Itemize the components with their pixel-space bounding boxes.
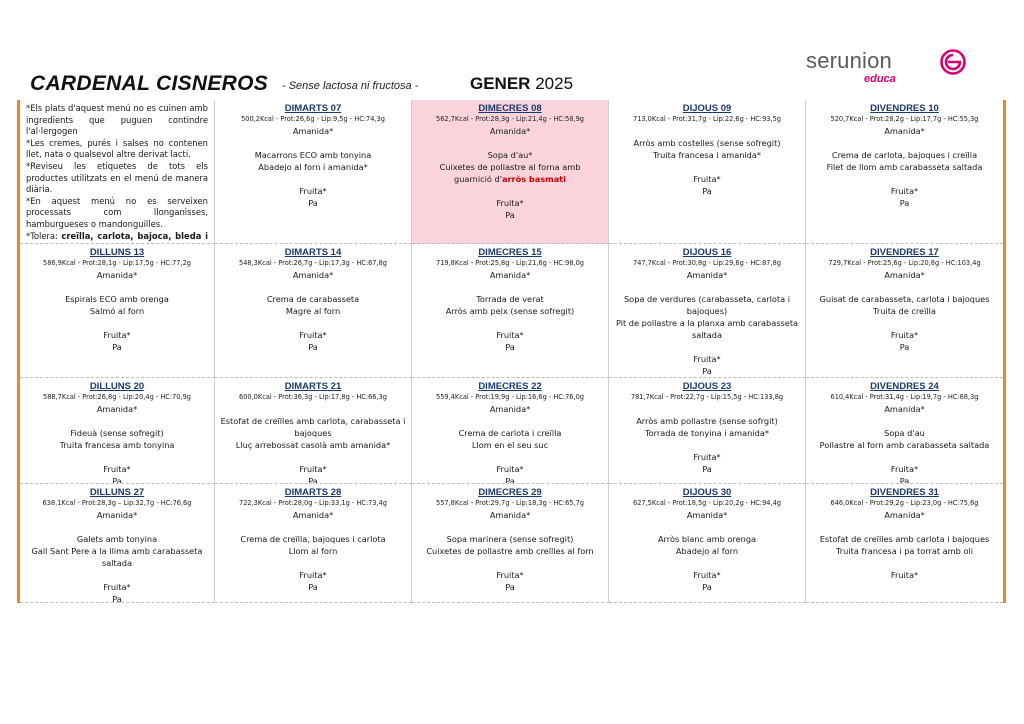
menu-line: Arròs amb costelles (sense sofregit) xyxy=(633,138,781,148)
menu-line: Arròs blanc amb orenga xyxy=(657,534,757,544)
day-title: DIJOUS 30 xyxy=(682,487,732,498)
day-title: DILLUNS 20 xyxy=(89,381,145,392)
spacer xyxy=(609,439,805,451)
spacer xyxy=(609,521,805,533)
nutrition-info: 520,7Kcal - Prot:28,2g - Lip:17,7g - HC:55,3g xyxy=(830,115,979,123)
day-cell xyxy=(20,244,215,378)
logo-swirl-icon xyxy=(940,49,966,75)
menu-line: Abadejo al forn i amanida* xyxy=(258,162,368,172)
menu-line: Magre al forn xyxy=(285,306,341,316)
menu-line: Amanida* xyxy=(292,510,334,520)
note-tolerates-prefix: *Tolera: xyxy=(26,230,62,241)
day-title: DIMARTS 14 xyxy=(284,247,342,258)
day-title: DIMARTS 28 xyxy=(284,487,342,498)
menu-line: Galets amb tonyina xyxy=(76,534,158,544)
spacer xyxy=(412,281,608,293)
nutrition-info: 713,0Kcal - Prot:31,7g - Lip:22,6g - HC:93,5g xyxy=(633,115,781,123)
spacer xyxy=(20,451,214,463)
nutrition-info: 627,5Kcal - Prot:18,5g - Lip:20,2g - HC:94,4g xyxy=(633,499,781,507)
menu-line: Pollastre al forn amb carabasseta saltada xyxy=(819,440,990,450)
spacer xyxy=(609,403,805,415)
day-title: DIMECRES 08 xyxy=(478,103,542,114)
day-title: DIMARTS 07 xyxy=(284,103,342,114)
menu-line: Fruita* xyxy=(693,354,721,364)
day-cell xyxy=(412,378,609,484)
menu-line: Pa xyxy=(505,582,515,592)
year-label: 2025 xyxy=(535,74,574,93)
menu-line: Pa xyxy=(112,594,122,603)
day-cell xyxy=(215,484,412,603)
spacer xyxy=(806,415,1003,427)
day-title: DIMARTS 21 xyxy=(284,381,342,392)
note-dairy: *Les cremes, purés i salses no contenen llet, nata o qualsevol altre derivat lacti. xyxy=(26,137,208,160)
day-title: DIVENDRES 10 xyxy=(870,103,939,114)
menu-line: Pa xyxy=(899,476,910,484)
menu-line: Crema de carlota, bajoques i creïlla xyxy=(831,150,978,160)
note-processed: *En aquest menú no es serveixen processats com llonganisses, hamburgueses o mandonguilles. xyxy=(26,195,208,229)
menu-line: Sopa de verdures (carabasseta, carlota i xyxy=(623,294,791,304)
menu-line: Pa xyxy=(112,342,122,352)
menu-line: Fruita* xyxy=(496,330,524,340)
menu-line: Arròs amb peix (sense sofregit) xyxy=(445,306,575,316)
menu-line: Pa xyxy=(308,342,318,352)
menu-line xyxy=(412,173,608,185)
nutrition-info: 729,7Kcal - Prot:25,6g - Lip:20,8g - HC:103,4g xyxy=(828,259,981,267)
spacer xyxy=(806,317,1003,329)
menu-line: Fruita* xyxy=(890,186,919,196)
day-cell xyxy=(806,484,1003,603)
menu-line: Pa xyxy=(308,476,318,484)
nutrition-info: 588,7Kcal - Prot:26,8g - Lip:20,4g - HC:70,9g xyxy=(43,393,191,401)
menu-line: Amanida* xyxy=(292,270,334,280)
spacer xyxy=(412,185,608,197)
highlighted-dish: arròs basmati xyxy=(501,174,566,184)
menu-line: Macarrons ECO amb tonyina xyxy=(254,150,372,160)
spacer xyxy=(215,173,411,185)
spacer xyxy=(609,557,805,569)
menu-line: saltada xyxy=(102,558,132,568)
spacer xyxy=(215,521,411,533)
menu-line: Truita francesa amb tonyina xyxy=(59,440,175,450)
spacer xyxy=(412,415,608,427)
menu-line: Fruita* xyxy=(496,198,524,208)
logo-subtext: educa xyxy=(864,73,896,85)
menu-notes xyxy=(20,100,215,244)
menu-line: Amanida* xyxy=(884,404,925,414)
page-header xyxy=(0,0,1024,100)
day-title: DIMECRES 15 xyxy=(478,247,542,258)
menu-line: Torrada de tonyina i amanida* xyxy=(645,428,769,438)
logo-text: serunion xyxy=(806,48,892,73)
day-cell xyxy=(806,100,1003,244)
nutrition-info: 719,8Kcal - Prot:25,8g - Lip:21,6g - HC:98,0g xyxy=(436,259,584,267)
nutrition-info: 586,9Kcal - Prot:28,1g - Lip:17,5g - HC:77,2g xyxy=(43,259,191,267)
spacer xyxy=(215,317,411,329)
menu-calendar-grid xyxy=(20,100,1003,603)
menu-line: Fruita* xyxy=(890,464,919,474)
menu-line: Pa xyxy=(702,366,712,376)
spacer xyxy=(609,161,805,173)
menu-line: Estofat de creïlles amb carlota i bajoques xyxy=(819,534,990,544)
day-title: DIMECRES 22 xyxy=(478,381,542,392)
menu-line: Pa xyxy=(899,342,910,352)
day-title: DIVENDRES 24 xyxy=(870,381,939,392)
day-title: DIVENDRES 17 xyxy=(870,247,939,258)
spacer xyxy=(215,557,411,569)
serunion-logo xyxy=(806,48,966,88)
menu-line: Pa xyxy=(112,476,122,484)
nutrition-info: 600,0Kcal - Prot:36,3g - Lip:17,8g - HC:66,3g xyxy=(239,393,387,401)
menu-line: Fruita* xyxy=(103,582,131,592)
menu-line: Pa xyxy=(505,210,515,220)
spacer xyxy=(412,557,608,569)
menu-line: Llom en el seu suc xyxy=(471,440,549,450)
spacer xyxy=(609,125,805,137)
menu-line: Fruita* xyxy=(693,452,721,462)
menu-line: bajoques) xyxy=(686,306,728,316)
menu-line: Gall Sant Pere a la llima amb carabasseta xyxy=(31,546,203,556)
day-cell xyxy=(215,378,412,484)
day-cell xyxy=(20,484,215,603)
menu-line: Filet de llom amb carabasseta saltada xyxy=(826,162,983,172)
menu-line: Amanida* xyxy=(96,270,138,280)
menu-line: Truita francesa i amanida* xyxy=(653,150,761,160)
menu-line: Fruita* xyxy=(103,330,131,340)
menu-line: Pa xyxy=(308,582,318,592)
menu-line: Amanida* xyxy=(884,126,925,136)
menu-line: Truita de creïlla xyxy=(873,306,936,316)
menu-line: Amanida* xyxy=(489,404,531,414)
menu-line: Abadejo al forn xyxy=(675,546,739,556)
note-allergen: *Els plats d'aquest menú no es cuinen amb ingredients que puguen contindre l'al·lergogen xyxy=(26,103,208,137)
diet-subtitle: - Sense lactosa ni fructosa - xyxy=(282,80,419,92)
nutrition-info: 646,0Kcal - Prot:29,2g - Lip:23,0g - HC:75,6g xyxy=(830,499,979,507)
day-cell xyxy=(215,244,412,378)
day-title: DIVENDRES 31 xyxy=(870,487,939,498)
spacer xyxy=(412,521,608,533)
note-tolerates xyxy=(26,231,208,244)
day-cell xyxy=(412,484,609,603)
menu-line: Fruita* xyxy=(693,570,721,580)
menu-line: Fruita* xyxy=(890,570,919,580)
month-year xyxy=(470,74,573,94)
menu-line: Fruita* xyxy=(890,330,919,340)
menu-line: Fruita* xyxy=(693,174,721,184)
month-label: GENER xyxy=(470,74,531,93)
day-cell xyxy=(806,378,1003,484)
spacer xyxy=(806,451,1003,463)
menu-line: Amanida* xyxy=(489,510,531,520)
note-tolerates-list: creïlla, carlota, bajoca, bleda i xyxy=(61,230,208,241)
menu-line: Amanida* xyxy=(884,510,925,520)
menu-line: Fruita* xyxy=(103,464,131,474)
school-name: CARDENAL CISNEROS xyxy=(30,72,269,95)
spacer xyxy=(20,281,214,293)
menu-line: Pa xyxy=(702,186,712,196)
menu-line: Fideuà (sense sofregit) xyxy=(70,428,164,438)
spacer xyxy=(20,415,214,427)
nutrition-info: 559,4Kcal - Prot:19,9g - Lip:16,6g - HC:76,0g xyxy=(436,393,584,401)
spacer xyxy=(806,173,1003,185)
nutrition-info: 781,7Kcal - Prot:22,7g - Lip:15,5g - HC:133,8g xyxy=(630,393,784,401)
menu-line: Arròs amb pollastre (sense sofrgit) xyxy=(636,416,778,426)
spacer xyxy=(806,557,1003,569)
day-title: DILLUNS 27 xyxy=(89,487,145,498)
menu-line: Amanida* xyxy=(292,126,334,136)
menu-line: Fruita* xyxy=(496,570,524,580)
menu-line: Salmó al forn xyxy=(89,306,145,316)
menu-line: Cuixetes de pollastre amb creïlles al forn xyxy=(426,546,594,556)
spacer xyxy=(806,137,1003,149)
day-title: DILLUNS 13 xyxy=(89,247,145,258)
menu-line: Amanida* xyxy=(489,270,531,280)
note-labels: *Reviseu les etiquetes de tots els productes utilitzats en el menú de manera diària. xyxy=(26,160,208,195)
menu-line: Crema de carabasseta xyxy=(266,294,360,304)
menu-line: Crema de creïlla, bajoques i carlota xyxy=(240,534,386,544)
day-cell xyxy=(609,100,806,244)
day-cell xyxy=(806,244,1003,378)
menu-line: Guisat de carabasseta, carlota i bajoques xyxy=(819,294,990,304)
nutrition-info: 562,7Kcal - Prot:28,3g - Lip:21,4g - HC:58,9g xyxy=(436,115,584,123)
nutrition-info: 722,3Kcal - Prot:28,0g - Lip:33,1g - HC:73,4g xyxy=(239,499,387,507)
menu-line: Sopa d'au* xyxy=(487,150,533,160)
menu-line: Espirals ECO amb orenga xyxy=(65,294,169,304)
spacer xyxy=(215,451,411,463)
day-cell-highlighted xyxy=(412,100,609,244)
spacer xyxy=(215,403,411,415)
menu-line: Amanida* xyxy=(884,270,925,280)
nutrition-info: 747,7Kcal - Prot:30,8g - Lip:29,6g - HC:87,8g xyxy=(633,259,781,267)
menu-line: Pa xyxy=(702,464,712,474)
nutrition-info: 548,3Kcal - Prot:26,7g - Lip:17,3g - HC:67,8g xyxy=(239,259,387,267)
day-title: DIJOUS 09 xyxy=(682,103,732,114)
day-cell xyxy=(20,378,215,484)
spacer xyxy=(609,281,805,293)
menu-line: Lluç arrebossat casolà amb amanida* xyxy=(235,440,391,450)
menu-line: Amanida* xyxy=(96,404,138,414)
menu-line: Pa xyxy=(505,342,515,352)
menu-line: saltada xyxy=(692,330,722,340)
spacer xyxy=(609,341,805,353)
menu-line: bajoques xyxy=(294,428,332,438)
menu-line: Fruita* xyxy=(299,464,327,474)
day-cell xyxy=(609,244,806,378)
spacer xyxy=(20,521,214,533)
day-title: DIMECRES 29 xyxy=(478,487,542,498)
menu-line: Amanida* xyxy=(96,510,138,520)
garnish-prefix: guarnició d' xyxy=(454,174,502,184)
day-title: DIJOUS 16 xyxy=(682,247,732,258)
nutrition-info: 610,4Kcal - Prot:31,4g - Lip:19,7g - HC:68,3g xyxy=(830,393,979,401)
menu-line: Sopa d'au xyxy=(884,428,925,438)
menu-line: Llom al forn xyxy=(288,546,338,556)
nutrition-info: 500,2Kcal - Prot:26,6g - Lip:9,5g - HC:74,3g xyxy=(241,115,385,123)
spacer xyxy=(806,521,1003,533)
menu-line: Fruita* xyxy=(496,464,524,474)
menu-line: Fruita* xyxy=(299,186,327,196)
menu-line: Pa xyxy=(308,198,318,208)
menu-line: Amanida* xyxy=(686,270,728,280)
menu-line: Cuixetes de pollastre al forna amb xyxy=(439,162,581,172)
spacer xyxy=(20,569,214,581)
spacer xyxy=(215,137,411,149)
spacer xyxy=(215,281,411,293)
menu-line: Estofat de creïlles amb carlota, carabasseta i xyxy=(220,416,406,426)
menu-line: Truita francesa i pa torrat amb oli xyxy=(835,546,974,556)
menu-line: Pit de pollastre a la planxa amb carabasseta xyxy=(615,318,799,328)
spacer xyxy=(412,317,608,329)
day-cell xyxy=(609,378,806,484)
day-cell xyxy=(609,484,806,603)
spacer xyxy=(412,137,608,149)
menu-line: Amanida* xyxy=(686,510,728,520)
menu-line: Torrada de verat xyxy=(476,294,544,304)
menu-line: Amanida* xyxy=(489,126,531,136)
menu-line: Sopa marinera (sense sofregit) xyxy=(446,534,574,544)
menu-line: Fruita* xyxy=(299,330,327,340)
nutrition-info: 557,8Kcal - Prot:29,7g - Lip:18,3g - HC:65,7g xyxy=(436,499,584,507)
spacer xyxy=(20,317,214,329)
menu-line: Fruita* xyxy=(299,570,327,580)
day-title: DIJOUS 23 xyxy=(682,381,732,392)
day-cell xyxy=(215,100,412,244)
spacer xyxy=(806,281,1003,293)
spacer xyxy=(412,451,608,463)
menu-line: Pa xyxy=(702,582,712,592)
menu-line: Pa xyxy=(505,476,515,484)
nutrition-info: 638,1Kcal - Prot:28,3g – Lip:32,7g - HC:76,6g xyxy=(42,499,192,507)
day-cell xyxy=(412,244,609,378)
menu-line: Crema de carlota i creïlla xyxy=(458,428,562,438)
right-accent-bar xyxy=(1003,100,1006,603)
menu-line: Pa xyxy=(899,198,910,208)
